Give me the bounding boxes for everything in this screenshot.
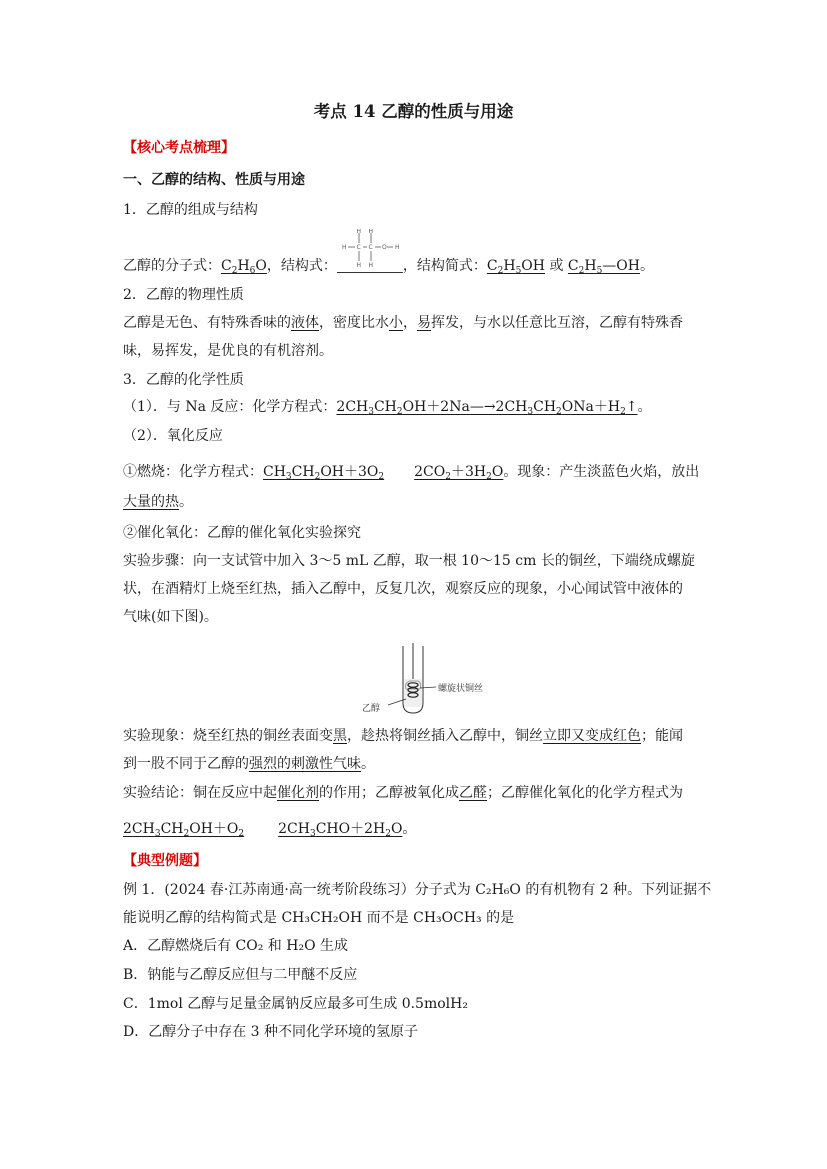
- page-title: 考点 14 乙醇的性质与用途: [313, 102, 514, 121]
- catalytic-equation-line: $2CH_3CH_2OH+O_2$ $2CH_3CHO+2H_2O$。: [123, 821, 417, 839]
- answer-liquid: 液体: [291, 315, 319, 331]
- combustion-line: ①燃烧：化学方程式：$CH_3CH_2OH+3O_2$ $2CO_2+3H_2O$。现象：产生淡蓝色火焰，放出: [123, 464, 700, 482]
- combustion-products: $2CO_2+3H_2O$: [414, 464, 504, 482]
- experiment-steps-3: 气味(如下图)。: [123, 609, 218, 625]
- phenomenon-line-1: 实验现象：烧至红热的铜丝表面变黑，趁热将铜丝插入乙醇中，铜丝立即又变成红色；能闻: [123, 728, 683, 744]
- answer-catalyst: 催化剂: [277, 785, 319, 801]
- oxidation-heading: （2）．氧化反应: [123, 428, 223, 444]
- sub-heading-chemical: 3．乙醇的化学性质: [123, 372, 244, 388]
- short-formula-answer-1: $C_2H_5OH$: [486, 258, 545, 276]
- sub-heading-composition: 1．乙醇的组成与结构: [123, 202, 258, 218]
- svg-text:C: C: [356, 244, 361, 251]
- test-tube-figure: [360, 643, 490, 718]
- physical-properties-line-1: 乙醇是无色、有特殊香味的液体，密度比水小，易挥发，与水以任意比互溶，乙醇有特殊香: [123, 315, 683, 331]
- combustion-line-2: 大量的热。: [123, 494, 193, 510]
- svg-text:C: C: [368, 244, 373, 251]
- answer-less: 小: [389, 315, 403, 331]
- structural-formula-blank: [337, 258, 403, 273]
- example-question-line-1: 例 1．(2024 春·江苏南通·高一统考阶段练习）分子式为 C₂H₆O 的有机物有 2 种。下列证据不: [123, 882, 712, 898]
- experiment-steps-1: 实验步骤：向一支试管中加入 3～5 mL 乙醇，取一根 10～15 cm 长的铜丝，下端绕成螺旋: [123, 553, 695, 569]
- molecular-formula-label: 乙醇的分子式：: [123, 258, 221, 274]
- figure-label-ethanol: 乙醇: [362, 704, 381, 714]
- sodium-equation: $2CH_3CH_2OH+2Na—\to 2CH_3CH_2ONa+H_2↑$: [336, 399, 638, 417]
- answer-black: 黑: [333, 728, 347, 744]
- short-formula-label: ，结构简式：: [402, 258, 487, 274]
- option-d: D．乙醇分子中存在 3 种不同化学环境的氢原子: [123, 1024, 419, 1040]
- svg-text:H: H: [356, 229, 362, 235]
- catalytic-products: $2CH_3CHO+2H_2O$: [278, 821, 403, 839]
- svg-text:H: H: [395, 244, 400, 251]
- combustion-reactants: $CH_3CH_2OH+3O_2$: [263, 464, 385, 482]
- figure-label-copper-wire: 螺旋状铜丝: [438, 684, 484, 694]
- svg-text:O: O: [382, 244, 387, 251]
- answer-smell: 强烈的刺激性气味: [249, 756, 361, 772]
- section-core-heading: 【核心考点梳理】: [123, 140, 235, 156]
- line-end: 。: [639, 258, 654, 274]
- answer-easy: 易: [417, 315, 431, 331]
- heading-structure-properties: 一、乙醇的结构、性质与用途: [123, 172, 305, 188]
- catalytic-oxidation-heading: ②催化氧化：乙醇的催化氧化实验探究: [123, 525, 361, 541]
- short-formula-answer-2: $C_2H_5—OH$: [567, 258, 640, 276]
- phenomenon-line-2: 到一股不同于乙醇的强烈的刺激性气味。: [123, 756, 375, 772]
- experiment-steps-2: 状，在酒精灯上烧至红热，插入乙醇中，反复几次，观察反应的现象，小心闻试管中液体的: [123, 581, 683, 597]
- svg-text:H: H: [356, 262, 362, 269]
- answer-acetaldehyde: 乙醛: [459, 785, 487, 801]
- physical-properties-line-2: 味，易挥发，是优良的有机溶剂。: [123, 343, 333, 359]
- svg-text:H: H: [342, 244, 347, 251]
- option-a: A．乙醇燃烧后有 CO₂ 和 H₂O 生成: [123, 938, 349, 954]
- option-b: B．钠能与乙醇反应但与二甲醚不反应: [123, 967, 358, 983]
- structural-formula-label: ，结构式：: [266, 258, 337, 274]
- option-c: C．1mol 乙醇与足量金属钠反应最多可生成 0.5molH₂: [123, 996, 468, 1012]
- sodium-reaction-line: （1）．与 Na 反应：化学方程式：$2CH_3CH_2OH+2Na—\to 2CH_3CH_2ONa+H_2↑$。: [123, 399, 652, 417]
- or-text: 或: [549, 258, 564, 274]
- svg-text:H: H: [368, 229, 374, 235]
- catalytic-reactants: $2CH_3CH_2OH+O_2$: [123, 821, 245, 839]
- answer-heat: 大量的热: [123, 494, 179, 510]
- example-question-line-2: 能说明乙醇的结构简式是 CH₃CH₂OH 而不是 CH₃OCH₃ 的是: [123, 910, 515, 926]
- answer-turn: 立即又变成: [543, 728, 613, 744]
- sub-heading-physical: 2．乙醇的物理性质: [123, 287, 244, 303]
- svg-text:H: H: [368, 262, 374, 269]
- answer-red: 红色: [613, 728, 641, 744]
- molecular-formula-answer: $C_2H_6O$: [221, 258, 267, 276]
- ethanol-formula-line: [123, 256, 654, 276]
- section-example-heading: 【典型例题】: [123, 853, 207, 869]
- conclusion-line: 实验结论：铜在反应中起催化剂的作用；乙醇被氧化成乙醛；乙醇催化氧化的化学方程式为: [123, 785, 683, 801]
